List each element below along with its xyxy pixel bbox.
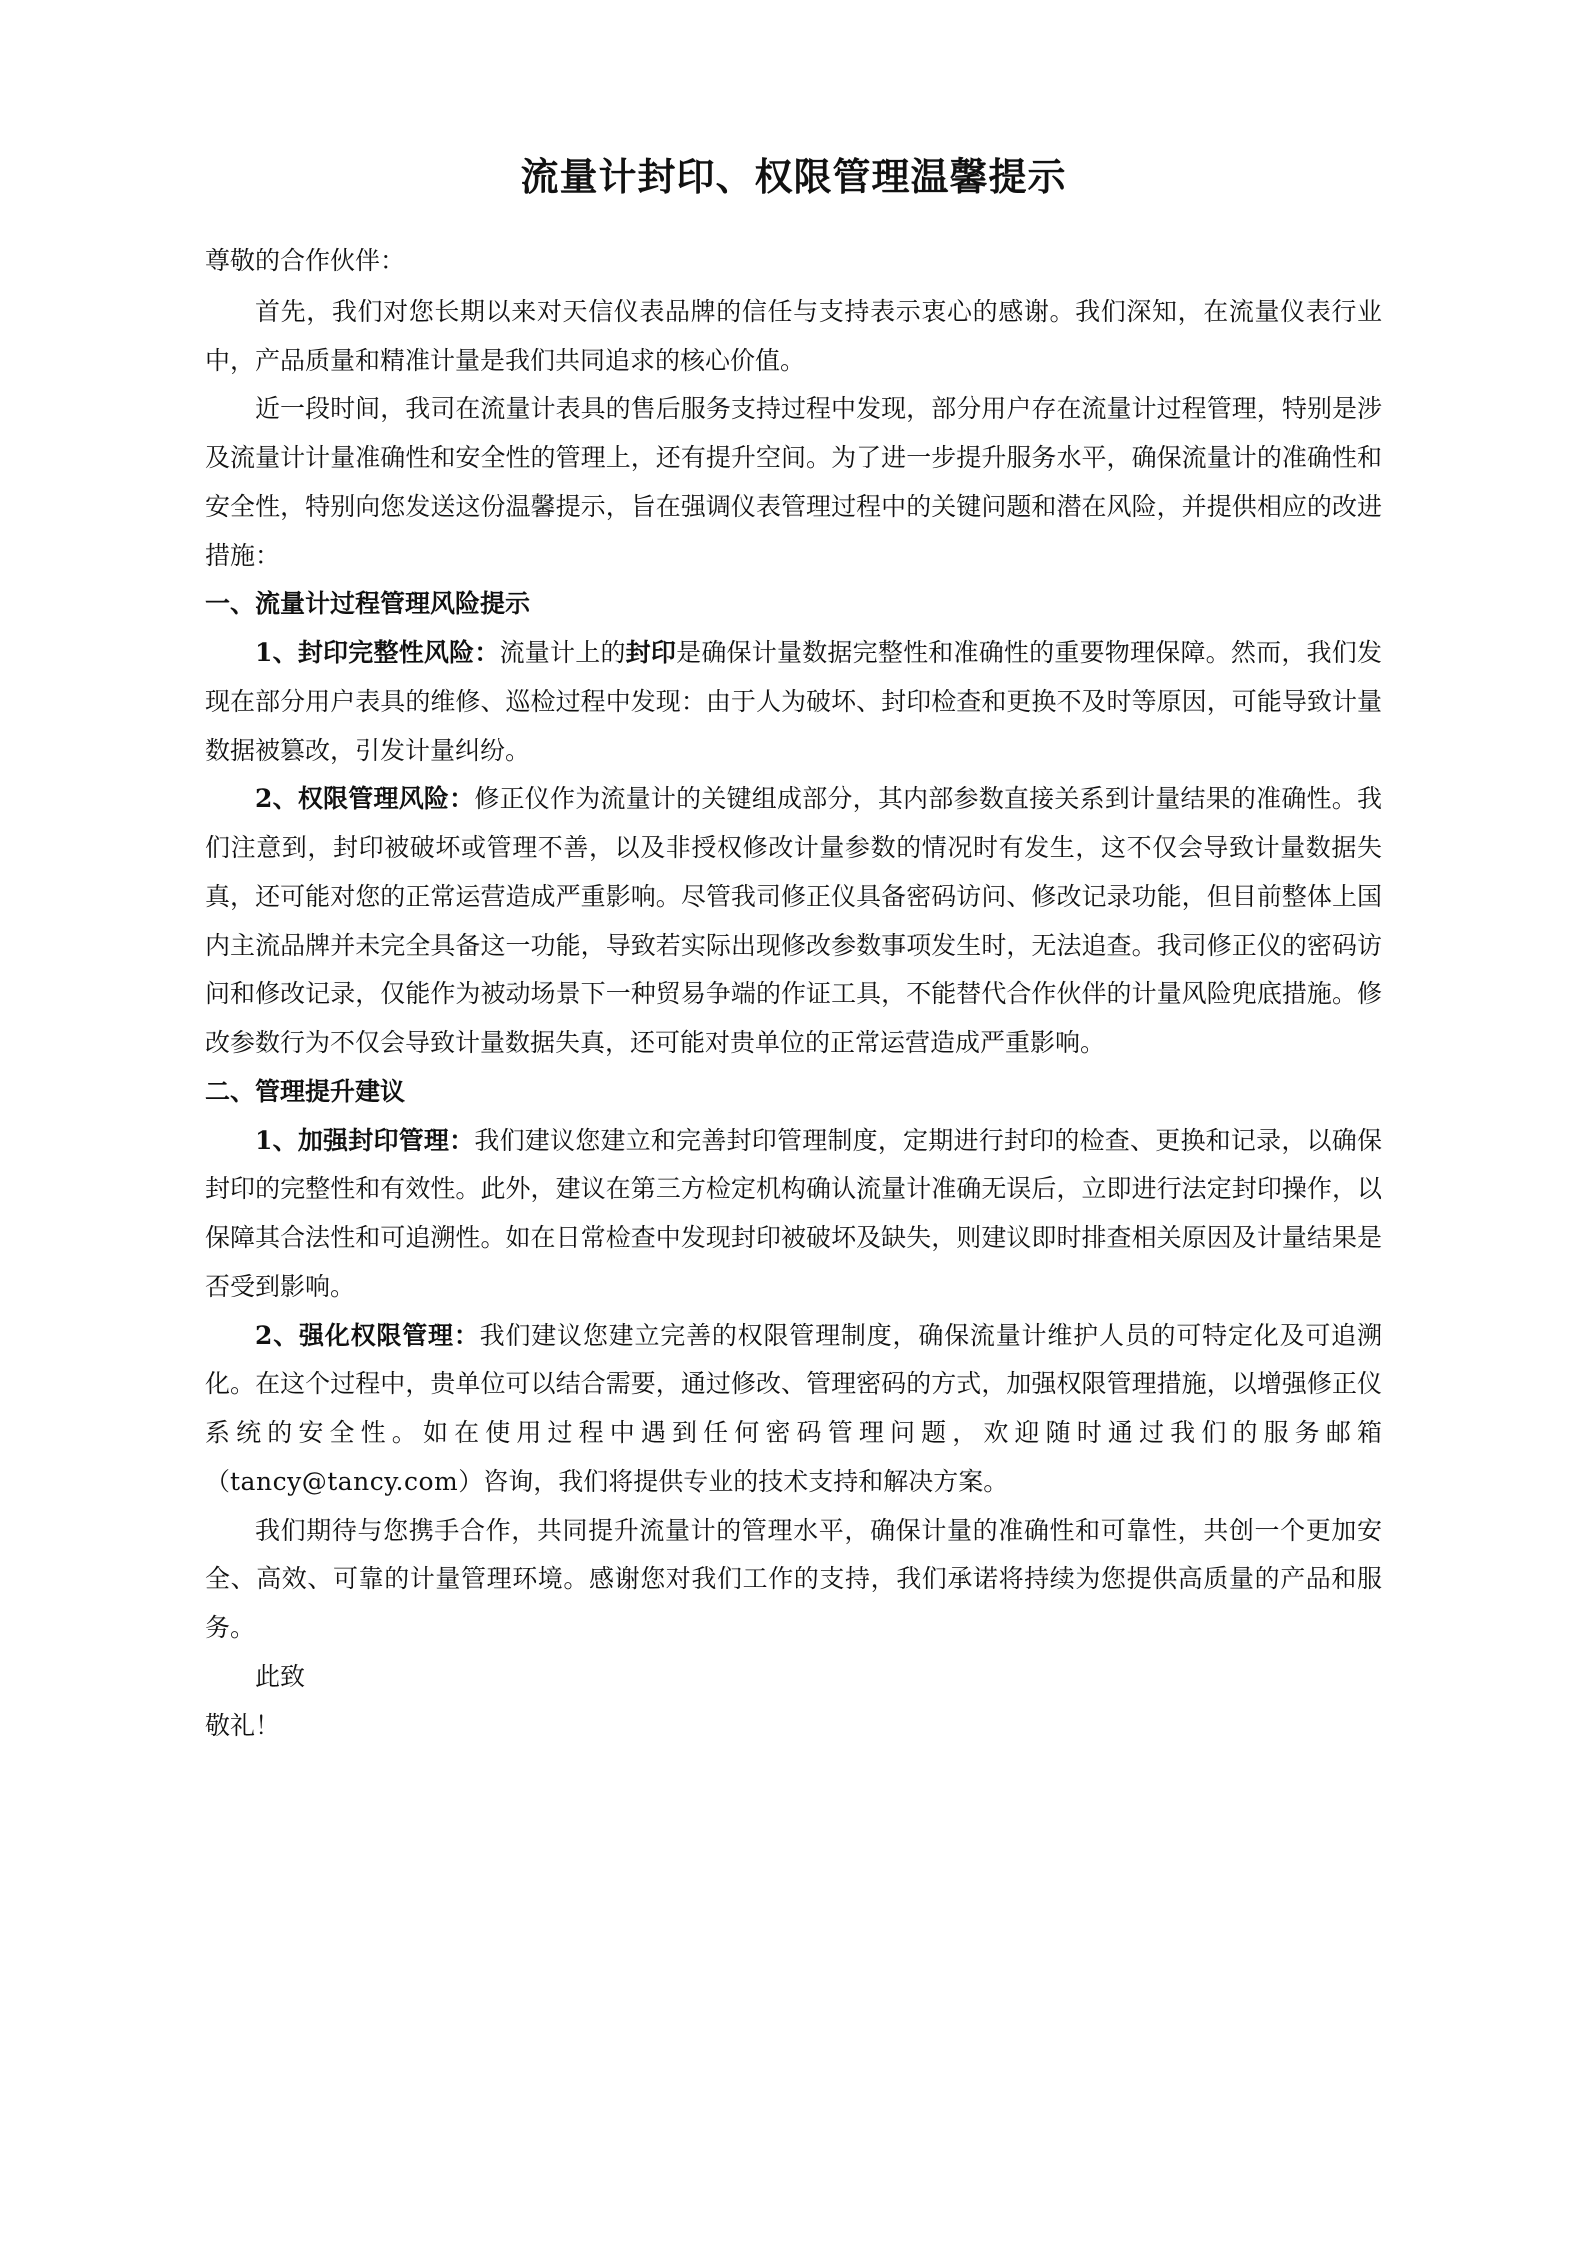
section-heading-2: 二、管理提升建议 xyxy=(205,1076,406,1106)
intro-paragraph-1: 首先，我们对您长期以来对天信仪表品牌的信任与支持表示衷心的感谢。我们深知，在流量仪表行业中，产品质量和精准计量是我们共同追求的核心价值。 xyxy=(205,296,1382,375)
page-title: 流量计封印、权限管理温馨提示 xyxy=(520,154,1067,199)
section-2-item-2-text-before: 我们建议您建立完善的权限管理制度，确保流量计维护人员的可特定化及可追溯化。在这个过程中，贵单位可以结合需要，通过修改、管理密码的方式，加强权限管理措施，以增强修正仪系统的安全性。如在使用过程中遇到任何密码管理问题，欢迎随时通过我们的服务邮箱（ xyxy=(205,1320,1382,1496)
section-1-item-1-label: 1、封印完整性风险： xyxy=(255,638,500,668)
section-2-item-2-label: 2、强化权限管理： xyxy=(255,1320,480,1350)
closing-paragraph: 我们期待与您携手合作，共同提升流量计的管理水平，确保计量的准确性和可靠性，共创一个更加安全、高效、可靠的计量管理环境。感谢您对我们工作的支持，我们承诺将持续为您提供高质量的产品和服务。 xyxy=(205,1515,1382,1643)
section-heading-1: 一、流量计过程管理风险提示 xyxy=(205,589,531,619)
section-2-item-1-label: 1、加强封印管理： xyxy=(255,1125,475,1155)
section-2-item-1-text: 我们建议您建立和完善封印管理制度，定期进行封印的检查、更换和记录，以确保封印的完整性和有效性。此外，建议在第三方检定机构确认流量计准确无误后，立即进行法定封印操作，以保障其合法性和可追溯性。如在日常检查中发现封印被破坏及缺失，则建议即时排查相关原因及计量结果是否受到影响。 xyxy=(205,1125,1382,1301)
section-2-item-2 xyxy=(205,1312,1382,1507)
section-2-item-1 xyxy=(205,1117,1382,1312)
section-1-item-1 xyxy=(205,629,1382,775)
section-1-item-1-text-before: 流量计上的 xyxy=(499,638,626,668)
sign-off-line-2: 敬礼！ xyxy=(205,1710,281,1740)
section-1-item-2-label: 2、权限管理风险： xyxy=(255,784,475,814)
section-1-item-1-text-after: 是确保计量数据完整性和准确性的重要物理保障。然而，我们发现在部分用户表具的维修、巡检过程中发现：由于人为破坏、封印检查和更换不及时等原因，可能导致计量数据被篡改，引发计量纠纷。 xyxy=(205,638,1382,765)
section-1-item-2 xyxy=(205,775,1382,1068)
section-1-item-2-text: 修正仪作为流量计的关键组成部分，其内部参数直接关系到计量结果的准确性。我们注意到，封印被破坏或管理不善，以及非授权修改计量参数的情况时有发生，这不仅会导致计量数据失真，还可能对您的正常运营造成严重影响。尽管我司修正仪具备密码访问、修改记录功能，但目前整体上国内主流品牌并未完全具备这一功能，导致若实际出现修改参数事项发生时，无法追查。我司修正仪的密码访问和修改记录，仅能作为被动场景下一种贸易争端的作证工具，不能替代合作伙伴的计量风险兜底措施。修改参数行为不仅会导致计量数据失真，还可能对贵单位的正常运营造成严重影响。 xyxy=(205,784,1382,1058)
sign-off-line-1: 此致 xyxy=(255,1661,306,1691)
section-2-item-2-text-after: ）咨询，我们将提供专业的技术支持和解决方案。 xyxy=(458,1466,1009,1496)
intro-paragraph-2: 近一段时间，我司在流量计表具的售后服务支持过程中发现，部分用户存在流量计过程管理，特别是涉及流量计计量准确性和安全性的管理上，还有提升空间。为了进一步提升服务水平，确保流量计的准确性和安全性，特别向您发送这份温馨提示，旨在强调仪表管理过程中的关键问题和潜在风险，并提供相应的改进措施： xyxy=(205,394,1382,570)
salutation: 尊敬的合作伙伴： xyxy=(205,246,406,276)
support-email: tancy@tancy.com xyxy=(230,1466,459,1496)
section-1-item-1-emphasis: 封印 xyxy=(625,638,677,668)
